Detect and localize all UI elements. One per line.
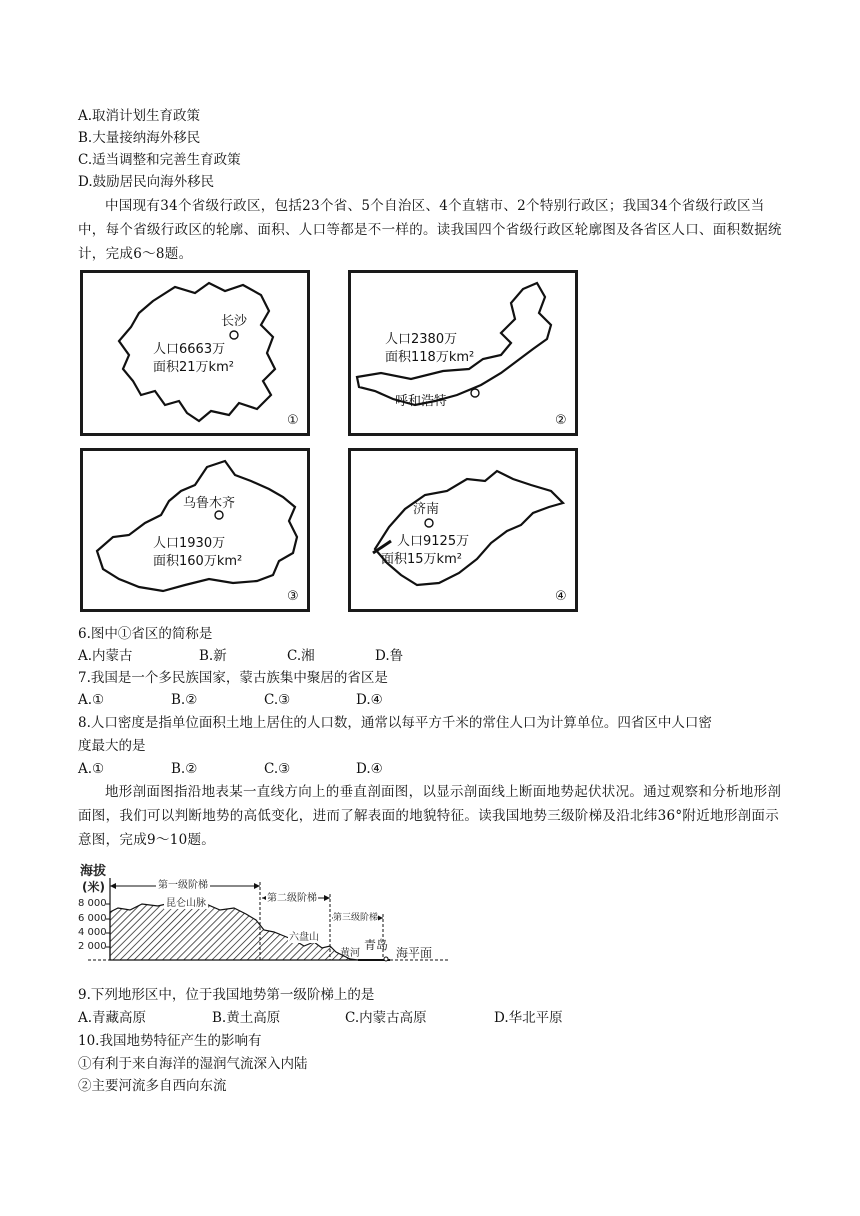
q9-option-b: B.黄土高原	[212, 1010, 281, 1026]
q8-stem-line1: 8.人口密度是指单位面积土地上居住的人口数，通常以每平方千米的常住人口为计算单位。四省区中人口密	[78, 715, 712, 731]
profile-huanghe-label: 黄河	[340, 948, 360, 959]
q10-item-1: ①有利于来自海洋的湿润气流深入内陆	[78, 1056, 308, 1072]
map-1	[80, 270, 310, 436]
profile-ylabel-1: 海拔	[80, 864, 107, 879]
map-3-city: 乌鲁木齐	[183, 496, 236, 511]
profile-tick-8000: 8 000	[78, 898, 107, 909]
profile-step1-label: 第一级阶梯	[156, 876, 210, 891]
q7-option-a: A.①	[78, 692, 105, 708]
intro-paragraph-2: 地形剖面图指沿地表某一直线方向上的垂直剖面图，以显示剖面线上断面地势起伏状况。通过观察和分析地形剖面图，我们可以判断地势的高低变化，进而了解表面的地貌特征。读我国地势三级阶梯及沿北纬36°附近地形剖面示意图，完成9～10题。	[78, 784, 782, 848]
q7-stem: 7.我国是一个多民族国家，蒙古族集中聚居的省区是	[78, 670, 388, 686]
map-4-city: 济南	[413, 502, 440, 517]
map-3-area: 面积160万km²	[153, 554, 243, 569]
q5-option-c: C.适当调整和完善生育政策	[78, 152, 241, 168]
map-2-city: 呼和浩特	[395, 394, 448, 409]
map-4	[348, 448, 578, 612]
q8-option-c: C.③	[264, 761, 291, 777]
profile-qingdao-label: 青岛	[364, 938, 389, 952]
map-3	[80, 448, 310, 612]
map-4-population: 人口9125万	[397, 534, 470, 549]
intro-paragraph-1: 中国现有34个省级行政区，包括23个省、5个自治区、4个直辖市、2个特别行政区；我国34个省级行政区当中，每个省级行政区的轮廓、面积、人口等都是不一样的。读我国四个省级行政区轮廓图及各省区人口、面积数据统计，完成6～8题。	[78, 198, 782, 262]
map-1-area: 面积21万km²	[153, 360, 234, 375]
q8-option-d: D.④	[356, 761, 383, 777]
q6-option-a: A.内蒙古	[78, 648, 133, 664]
map-3-population: 人口1930万	[153, 536, 226, 551]
map-2-number: ②	[555, 413, 567, 428]
q6-stem: 6.图中①省区的简称是	[78, 626, 213, 642]
q10-stem: 10.我国地势特征产生的影响有	[78, 1033, 262, 1049]
q5-option-a: A.取消计划生育政策	[78, 108, 201, 124]
xinjiang-outline	[83, 451, 307, 609]
map-2-area: 面积118万km²	[385, 350, 475, 365]
q5-option-d: D.鼓励居民向海外移民	[78, 174, 215, 190]
profile-step2-label: 第二级阶梯	[266, 889, 318, 904]
map-1-population: 人口6663万	[153, 342, 226, 357]
map-2-population: 人口2380万	[385, 332, 458, 347]
q8-option-b: B.②	[171, 761, 198, 777]
map-4-area: 面积15万km²	[381, 552, 462, 567]
q6-option-b: B.新	[199, 648, 227, 664]
profile-liupan-label: 六盘山	[288, 928, 320, 943]
q6-option-c: C.湘	[287, 648, 315, 664]
map-4-number: ④	[555, 589, 567, 604]
q9-option-c: C.内蒙古高原	[345, 1010, 427, 1026]
profile-kunlun-label: 昆仑山脉	[164, 894, 208, 909]
map-3-number: ③	[287, 589, 299, 604]
q9-option-d: D.华北平原	[494, 1010, 563, 1026]
profile-sea-label: 海平面	[396, 946, 433, 960]
q5-option-b: B.大量接纳海外移民	[78, 130, 201, 146]
profile-tick-4000: 4 000	[78, 927, 107, 938]
map-1-number: ①	[287, 413, 299, 428]
terrain-profile	[78, 860, 458, 970]
profile-ylabel-2: (米)	[82, 880, 105, 894]
profile-step3-label: 第三级阶梯	[333, 910, 378, 923]
map-2	[348, 270, 578, 436]
q10-item-2: ②主要河流多自西向东流	[78, 1078, 227, 1094]
q6-option-d: D.鲁	[375, 648, 404, 664]
q7-option-d: D.④	[356, 692, 383, 708]
profile-tick-6000: 6 000	[78, 913, 107, 924]
q8-stem-line2: 度最大的是	[78, 738, 146, 754]
q7-option-b: B.②	[171, 692, 198, 708]
map-1-city: 长沙	[221, 314, 248, 329]
q9-stem: 9.下列地形区中，位于我国地势第一级阶梯上的是	[78, 987, 375, 1003]
q8-option-a: A.①	[78, 761, 105, 777]
profile-tick-2000: 2 000	[78, 941, 107, 952]
shandong-outline	[351, 451, 575, 609]
q9-option-a: A.青藏高原	[78, 1010, 147, 1026]
q7-option-c: C.③	[264, 692, 291, 708]
